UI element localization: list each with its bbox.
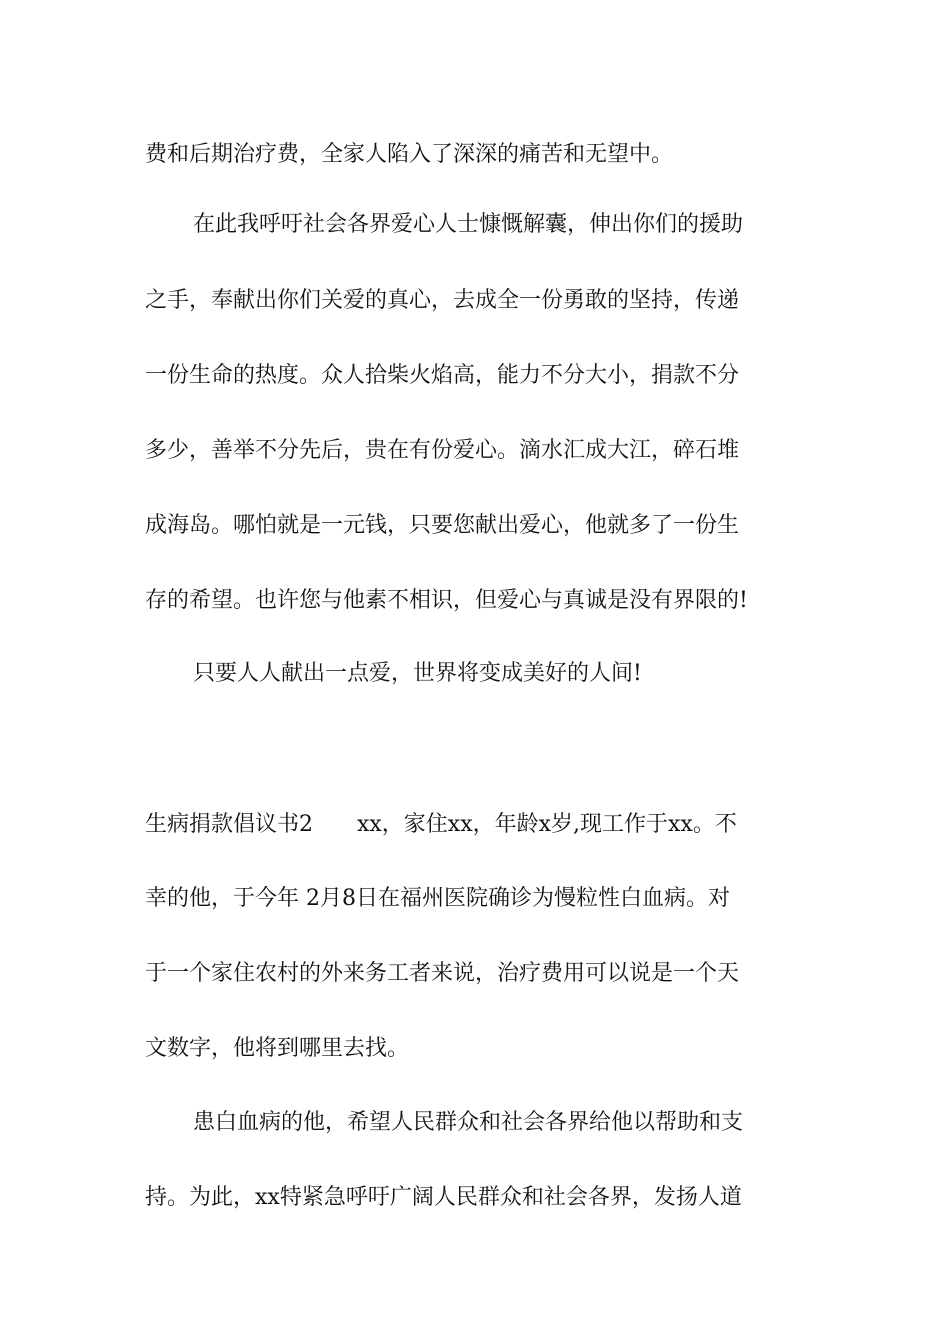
paragraph-line-3: 之手，奉献出你们关爱的真心，去成全一份勇敢的坚持，传递 xyxy=(145,288,740,313)
paragraph-line-2: 在此我呼吁社会各界爱心人士慷慨解囊，伸出你们的援助 xyxy=(193,212,744,237)
paragraph-line-5: 多少，善举不分先后，贵在有份爱心。滴水汇成大江，碎石堆 xyxy=(145,438,740,463)
paragraph-line-4: 一份生命的热度。众人拾柴火焰高，能力不分大小，捐款不分 xyxy=(145,363,740,388)
paragraph-line-7: 存的希望。也许您与他素不相识，但爱心与真诚是没有界限的! xyxy=(145,588,748,613)
section-heading-line: 生病捐款倡议书2 xx，家住xx，年龄x岁,现工作于xx。不 xyxy=(145,812,737,837)
paragraph-line-10: 幸的他，于今年 2月8日在福州医院确诊为慢粒性白血病。对 xyxy=(145,886,730,911)
paragraph-line-8: 只要人人献出一点爱，世界将变成美好的人间! xyxy=(193,661,642,686)
paragraph-line-13: 患白血病的他，希望人民群众和社会各界给他以帮助和支 xyxy=(193,1110,744,1135)
paragraph-line-11: 于一个家住农村的外来务工者来说，治疗费用可以说是一个天 xyxy=(145,961,740,986)
paragraph-line-6: 成海岛。哪怕就是一元钱，只要您献出爱心，他就多了一份生 xyxy=(145,513,740,538)
paragraph-line-12: 文数字，他将到哪里去找。 xyxy=(145,1036,410,1061)
paragraph-line-1: 费和后期治疗费，全家人陷入了深深的痛苦和无望中。 xyxy=(145,142,674,167)
paragraph-line-14: 持。为此，xx特紧急呼吁广阔人民群众和社会各界，发扬人道 xyxy=(145,1185,742,1210)
